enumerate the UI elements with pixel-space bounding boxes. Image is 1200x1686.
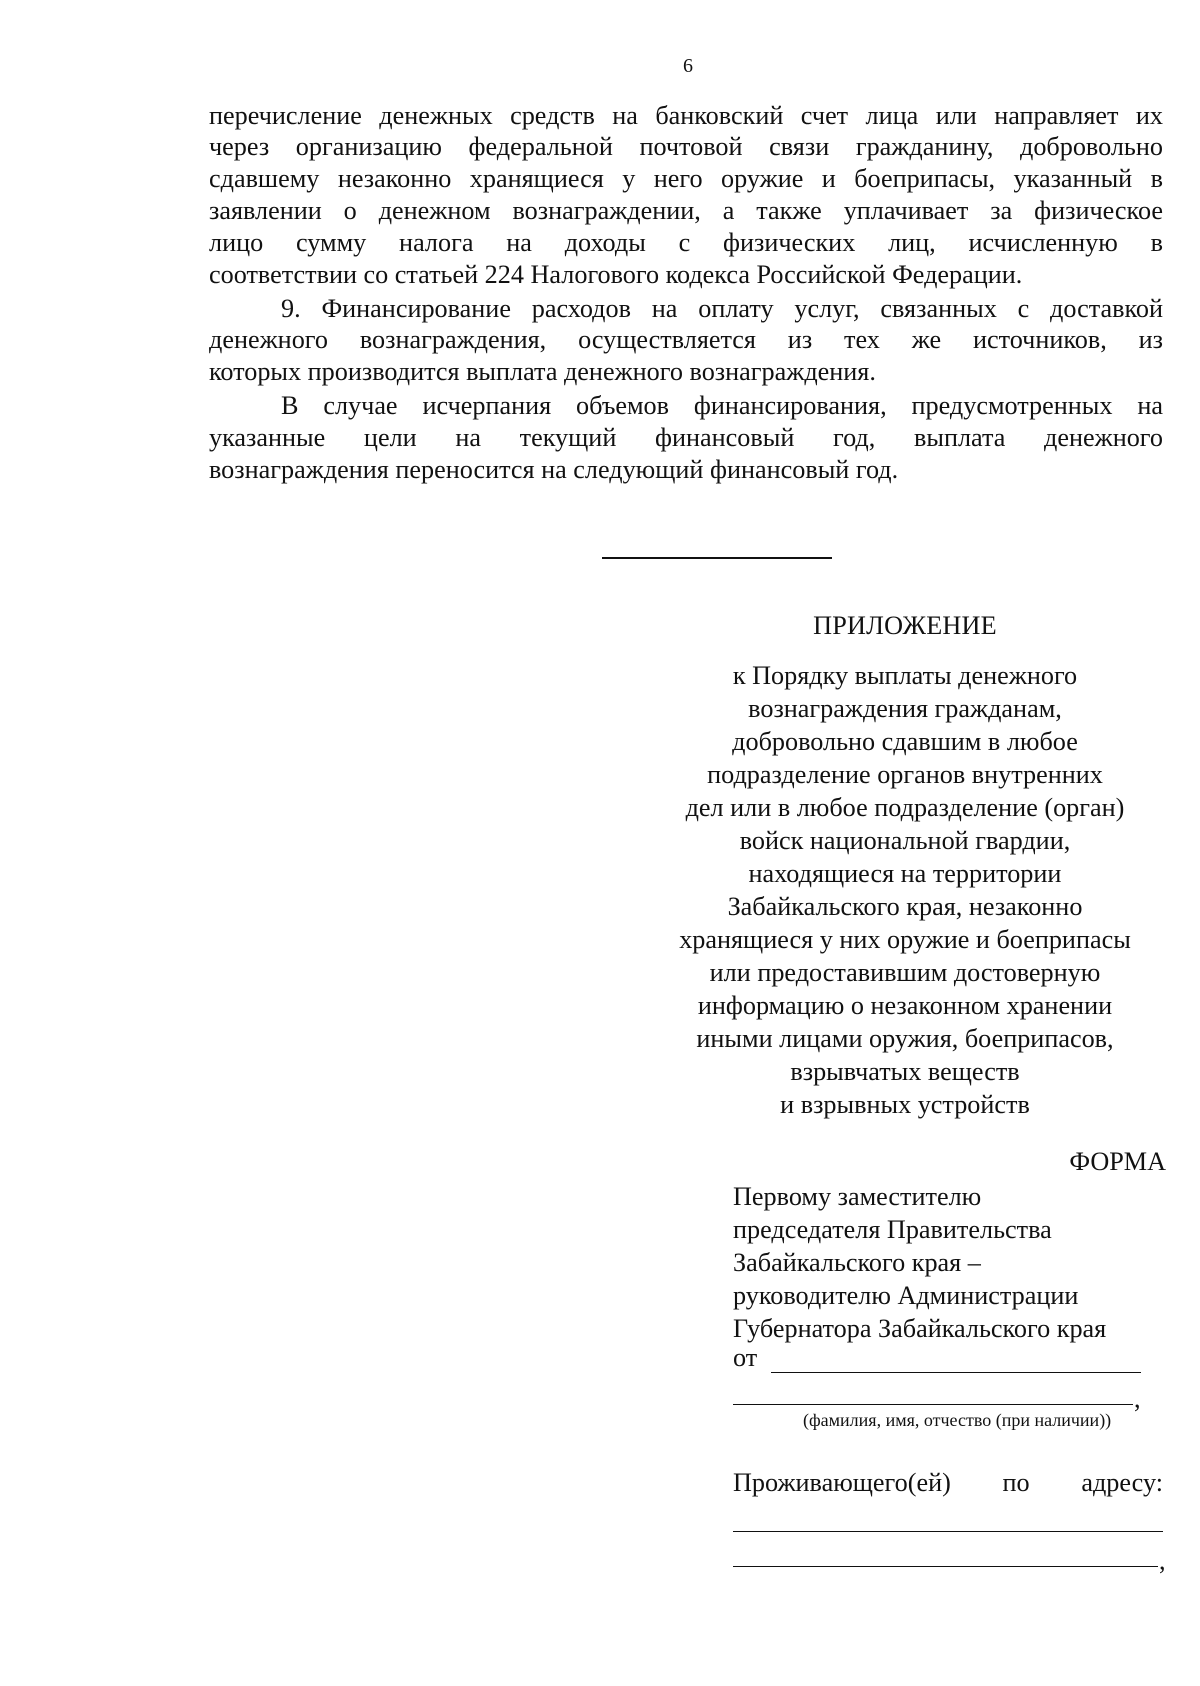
body-line: соответствии со статьей 224 Налогового кодекса Российской Федерации. (209, 260, 1023, 289)
body-line: перечисление денежных средств на банковский счет лица или направляет их (209, 101, 1163, 130)
appendix-line: или предоставившим достоверную (709, 958, 1101, 987)
appendix-description (650, 659, 1160, 1121)
body-line: 9. Финансирование расходов на оплату услуг, связанных с доставкой (281, 294, 1163, 323)
address-label-part: адресу: (1081, 1468, 1163, 1497)
address-comma: , (1159, 1546, 1166, 1575)
appendix-line: к Порядку выплаты денежного (732, 661, 1078, 690)
name-input-line[interactable] (733, 1404, 1133, 1405)
body-line: указанные цели на текущий финансовый год, выплата денежного (209, 423, 1163, 452)
appendix-line: иными лицами оружия, боеприпасов, (696, 1024, 1114, 1053)
recipient-line: председателя Правительства (733, 1215, 1052, 1244)
appendix-line: вознаграждения гражданам, (748, 694, 1062, 723)
appendix-line: дел или в любое подразделение (орган) (685, 793, 1125, 822)
appendix-line: подразделение органов внутренних (707, 760, 1103, 789)
form-label: ФОРМА (1069, 1147, 1166, 1176)
name-comma: , (1134, 1384, 1141, 1413)
body-line: В случае исчерпания объемов финансирования, предусмотренных на (281, 391, 1163, 420)
section-divider (602, 557, 832, 559)
body-line: вознаграждения переносится на следующий финансовый год. (209, 455, 899, 484)
recipient-line: Забайкальского края – (733, 1248, 981, 1277)
address-label (733, 1467, 1163, 1498)
from-label: от (733, 1343, 758, 1372)
appendix-line: взрывчатых веществ (790, 1057, 1020, 1086)
appendix-line: добровольно сдавшим в любое (732, 727, 1078, 756)
name-hint: (фамилия, имя, отчество (при наличии)) (803, 1410, 1112, 1430)
from-input-line[interactable] (771, 1372, 1141, 1373)
appendix-line: хранящиеся у них оружие и боеприпасы (679, 925, 1131, 954)
recipient-line: Первому заместителю (733, 1182, 982, 1211)
body-line: денежного вознаграждения, осуществляется из тех же источников, из (209, 325, 1163, 354)
body-line: через организацию федеральной почтовой связи гражданину, добровольно (209, 132, 1163, 161)
recipient-line: руководителю Администрации (733, 1281, 1079, 1310)
body-line: сдавшему незаконно хранящиеся у него оружие и боеприпасы, указанный в (209, 164, 1163, 193)
recipient-line: Губернатора Забайкальского края (733, 1314, 1107, 1343)
appendix-line: войск национальной гвардии, (739, 826, 1071, 855)
recipient-block (733, 1180, 1163, 1345)
appendix-line: и взрывных устройств (780, 1090, 1030, 1119)
body-line: лицо сумму налога на доходы с физических лиц, исчисленную в (209, 228, 1163, 257)
appendix-title: ПРИЛОЖЕНИЕ (813, 611, 997, 640)
address-label-part: по (1002, 1468, 1030, 1497)
address-label-part: Проживающего(ей) (733, 1468, 951, 1497)
appendix-line: находящиеся на территории (748, 859, 1062, 888)
appendix-line: Забайкальского края, незаконно (727, 892, 1083, 921)
body-line: которых производится выплата денежного вознаграждения. (209, 357, 876, 386)
address-input-line-1[interactable] (733, 1531, 1163, 1532)
appendix-line: информацию о незаконном хранении (697, 991, 1113, 1020)
page-number: 6 (683, 55, 693, 77)
address-input-line-2[interactable] (733, 1566, 1158, 1567)
body-line: заявлении о денежном вознаграждении, а также уплачивает за физическое (209, 196, 1163, 225)
